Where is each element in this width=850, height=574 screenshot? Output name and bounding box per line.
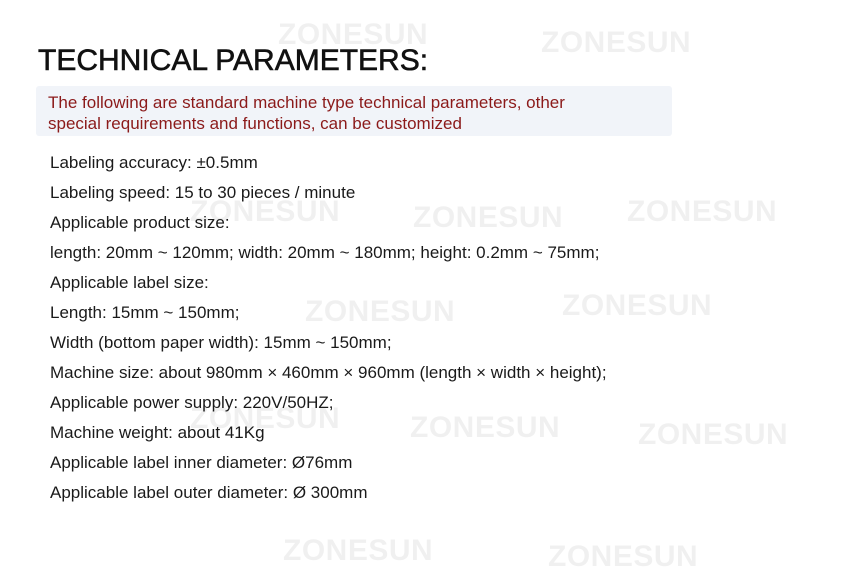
watermark: ZONESUN <box>305 295 456 328</box>
watermark: ZONESUN <box>627 195 778 228</box>
spec-list <box>50 148 607 508</box>
spec-item: Labeling accuracy: ±0.5mm <box>50 153 258 172</box>
watermark: ZONESUN <box>278 18 429 51</box>
watermark: ZONESUN <box>638 418 789 451</box>
spec-item: Applicable label outer diameter: Ø 300mm <box>50 483 368 502</box>
notice-line-2: special requirements and functions, can be customized <box>48 114 462 133</box>
watermark: ZONESUN <box>548 540 699 573</box>
spec-item: Applicable power supply: 220V/50HZ; <box>50 393 334 412</box>
page-title: TECHNICAL PARAMETERS: <box>38 44 429 77</box>
spec-item: Length: 15mm ~ 150mm; <box>50 303 240 322</box>
watermark: ZONESUN <box>190 402 341 435</box>
watermark: ZONESUN <box>410 411 561 444</box>
notice-line-1: The following are standard machine type technical parameters, other <box>48 93 565 112</box>
customization-notice <box>36 86 672 136</box>
watermark: ZONESUN <box>413 201 564 234</box>
spec-item: Applicable label inner diameter: Ø76mm <box>50 453 353 472</box>
spec-item: Applicable label size: <box>50 273 209 292</box>
watermark: ZONESUN <box>562 289 713 322</box>
watermark: ZONESUN <box>283 534 434 567</box>
watermark: ZONESUN <box>190 195 341 228</box>
spec-item: Applicable product size: <box>50 213 230 232</box>
spec-item: length: 20mm ~ 120mm; width: 20mm ~ 180mm; height: 0.2mm ~ 75mm; <box>50 243 600 262</box>
spec-item: Width (bottom paper width): 15mm ~ 150mm; <box>50 333 392 352</box>
spec-item: Machine size: about 980mm × 460mm × 960mm (length × width × height); <box>50 363 607 382</box>
watermark: ZONESUN <box>541 26 692 59</box>
spec-item: Machine weight: about 41Kg <box>50 423 265 442</box>
spec-item: Labeling speed: 15 to 30 pieces / minute <box>50 183 356 202</box>
